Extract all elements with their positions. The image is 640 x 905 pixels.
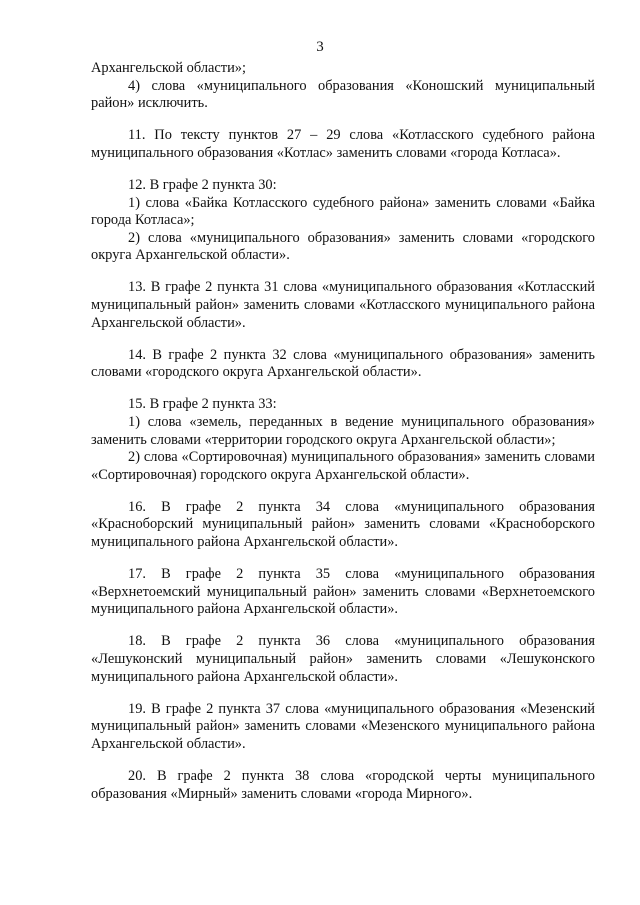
page-number: 3 [316, 39, 324, 55]
paragraph: 4) слова «муниципального образования «Коношский муниципальный район» исключить. [91, 77, 595, 112]
document-section [91, 127, 595, 162]
document-section [91, 768, 595, 803]
document-section [91, 566, 595, 619]
document-section [91, 633, 595, 686]
paragraph: 2) слова «Сортировочная) муниципального образования» заменить словами «Сортировочная) городского округа Архангельской области». [91, 449, 595, 483]
document-body [91, 60, 595, 818]
document-section [91, 347, 595, 382]
paragraph: 13. В графе 2 пункта 31 слова «муниципального образования «Котласский муниципальный район» заменить словами «Котласского муниципального района Архангельской области». [91, 279, 595, 331]
document-section [91, 396, 595, 484]
paragraph: 16. В графе 2 пункта 34 слова «муниципального образования «Красноборский муниципальный район» заменить словами «Красноборского муниципального района Архангельской области». [91, 498, 595, 551]
paragraph: 18. В графе 2 пункта 36 слова «муниципального образования «Лешуконский муниципальный район» заменить словами «Лешуконского муниципального района Архангельской области». [91, 633, 595, 685]
document-section [91, 177, 595, 265]
document-section [91, 701, 595, 754]
paragraph: 11. По тексту пунктов 27 – 29 слова «Котласского судебного района муниципального образования «Котлас» заменить словами «города Котласа». [91, 127, 595, 161]
document-section [91, 60, 595, 113]
paragraph: 12. В графе 2 пункта 30: [128, 176, 277, 193]
paragraph: 2) слова «муниципального образования» заменить словами «городского округа Архангельской области». [91, 229, 595, 264]
paragraph: 14. В графе 2 пункта 32 слова «муниципального образования» заменить словами «городского округа Архангельской области». [91, 346, 595, 381]
paragraph: 19. В графе 2 пункта 37 слова «муниципального образования «Мезенский муниципальный район» заменить словами «Мезенского муниципального района Архангельской области». [91, 700, 595, 752]
paragraph: Архангельской области»; [91, 60, 246, 76]
paragraph: 20. В графе 2 пункта 38 слова «городской черты муниципального образования «Мирный» заменить словами «города Мирного». [91, 768, 595, 802]
paragraph: 15. В графе 2 пункта 33: [128, 396, 277, 413]
paragraph: 1) слова «Байка Котласского судебного района» заменить словами «Байка города Котласа»; [91, 194, 595, 229]
paragraph: 17. В графе 2 пункта 35 слова «муниципального образования «Верхнетоемский муниципальный район» заменить словами «Верхнетоемского муниципального района Архангельской области». [91, 566, 595, 618]
document-section [91, 499, 595, 552]
document-section [91, 279, 595, 332]
paragraph: 1) слова «земель, переданных в ведение муниципального образования» заменить словами «территории городского округа Архангельской области»; [91, 414, 595, 448]
